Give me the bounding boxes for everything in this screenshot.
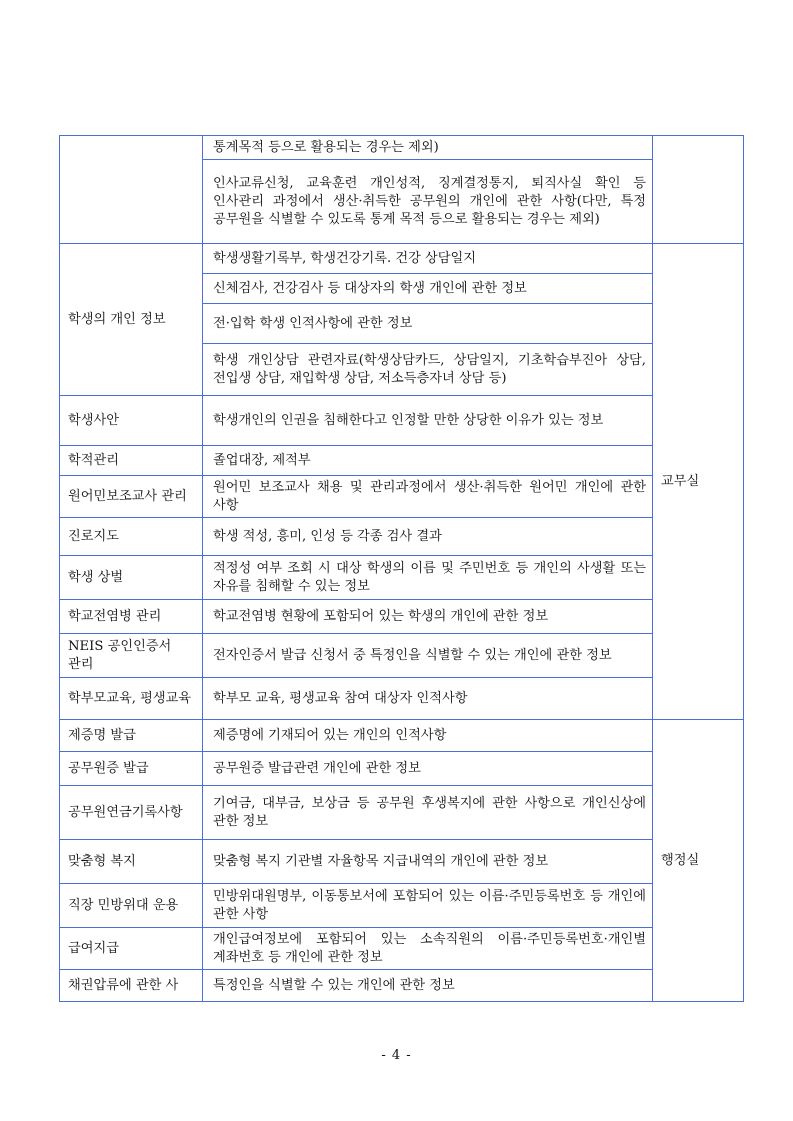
department-cell <box>653 136 744 244</box>
item-cell: 통계목적 등으로 활용되는 경우는 제외) <box>203 136 653 160</box>
table-row <box>60 446 744 476</box>
item-cell: 민방위대원명부, 이동통보서에 포함되어 있는 이름·주민등록번호 등 개인에 관한 사항 <box>203 884 653 928</box>
category-cell: 공무원증 발급 <box>60 752 203 786</box>
item-cell: 학교전염병 현황에 포함되어 있는 학생의 개인에 관한 정보 <box>203 600 653 634</box>
category-cell <box>60 136 203 244</box>
table-row <box>60 720 744 752</box>
category-cell: 학교전염병 관리 <box>60 600 203 634</box>
category-cell: 학생 상벌 <box>60 556 203 600</box>
category-cell: 맞춤형 복지 <box>60 840 203 884</box>
category-cell: 제증명 발급 <box>60 720 203 752</box>
category-cell: 공무원연금기록사항 <box>60 786 203 840</box>
table-row <box>60 634 744 678</box>
table-row <box>60 928 744 970</box>
item-cell: 전·입학 학생 인적사항에 관한 정보 <box>203 304 653 344</box>
item-cell: 원어민 보조교사 채용 및 관리과정에서 생산·취득한 원어민 개인에 관한 사항 <box>203 476 653 518</box>
item-cell: 기여금, 대부금, 보상금 등 공무원 후생복지에 관한 사항으로 개인신상에 관한 정보 <box>203 786 653 840</box>
table-row <box>60 600 744 634</box>
item-cell: 개인급여정보에 포함되어 있는 소속직원의 이름·주민등록번호·개인별 계좌번호 등 개인에 관한 정보 <box>203 928 653 970</box>
item-cell: 학생생활기록부, 학생건강기록. 건강 상담일지 <box>203 244 653 274</box>
category-cell: 급여지급 <box>60 928 203 970</box>
table-row <box>60 136 744 160</box>
item-cell: 공무원증 발급관련 개인에 관한 정보 <box>203 752 653 786</box>
table-row <box>60 970 744 1002</box>
item-cell: 맞춤형 복지 기관별 자율항목 지급내역의 개인에 관한 정보 <box>203 840 653 884</box>
table-row <box>60 884 744 928</box>
table-row <box>60 518 744 556</box>
category-cell: 학생사안 <box>60 396 203 446</box>
table-row <box>60 678 744 720</box>
category-cell: 학생의 개인 정보 <box>60 244 203 396</box>
table-row <box>60 786 744 840</box>
table-row <box>60 476 744 518</box>
table-row <box>60 244 744 274</box>
records-table <box>59 135 744 1002</box>
item-cell: 학생 적성, 흥미, 인성 등 각종 검사 결과 <box>203 518 653 556</box>
category-cell: 진로지도 <box>60 518 203 556</box>
item-cell: 적정성 여부 조회 시 대상 학생의 이름 및 주민번호 등 개인의 사생활 또는 자유를 침해할 수 있는 정보 <box>203 556 653 600</box>
category-cell: 직장 민방위대 운용 <box>60 884 203 928</box>
item-cell: 학부모 교육, 평생교육 참여 대상자 인적사항 <box>203 678 653 720</box>
item-cell: 특정인을 식별할 수 있는 개인에 관한 정보 <box>203 970 653 1002</box>
table-row <box>60 556 744 600</box>
item-cell: 인사교류신청, 교육훈련 개인성적, 징계결정통지, 퇴직사실 확인 등 인사관리 과정에서 생산·취득한 공무원의 개인에 관한 사항(다만, 특정 공무원을 식별할 수 있도록 통계 목적 등으로 활용되는 경우는 제외) <box>203 160 653 244</box>
category-cell: 채권압류에 관한 사 <box>60 970 203 1002</box>
item-cell: 제증명에 기재되어 있는 개인의 인적사항 <box>203 720 653 752</box>
table-row <box>60 396 744 446</box>
department-cell-school-affairs: 교무실 <box>653 244 744 720</box>
item-cell: 전자인증서 발급 신청서 중 특정인을 식별할 수 있는 개인에 관한 정보 <box>203 634 653 678</box>
item-cell: 학생 개인상담 관련자료(학생상담카드, 상담일지, 기초학습부진아 상담, 전입생 상담, 재입학생 상담, 저소득층자녀 상담 등) <box>203 344 653 396</box>
item-cell: 학생개인의 인권을 침해한다고 인정할 만한 상당한 이유가 있는 정보 <box>203 396 653 446</box>
category-cell: NEIS 공인인증서 관리 <box>60 634 203 678</box>
item-cell: 신체검사, 건강검사 등 대상자의 학생 개인에 관한 정보 <box>203 274 653 304</box>
department-cell-admin: 행정실 <box>653 720 744 1002</box>
table-row <box>60 840 744 884</box>
table-row <box>60 752 744 786</box>
category-cell: 원어민보조교사 관리 <box>60 476 203 518</box>
category-cell: 학적관리 <box>60 446 203 476</box>
category-cell: 학부모교육, 평생교육 <box>60 678 203 720</box>
page-number: - 4 - <box>381 1048 412 1063</box>
item-cell: 졸업대장, 제적부 <box>203 446 653 476</box>
